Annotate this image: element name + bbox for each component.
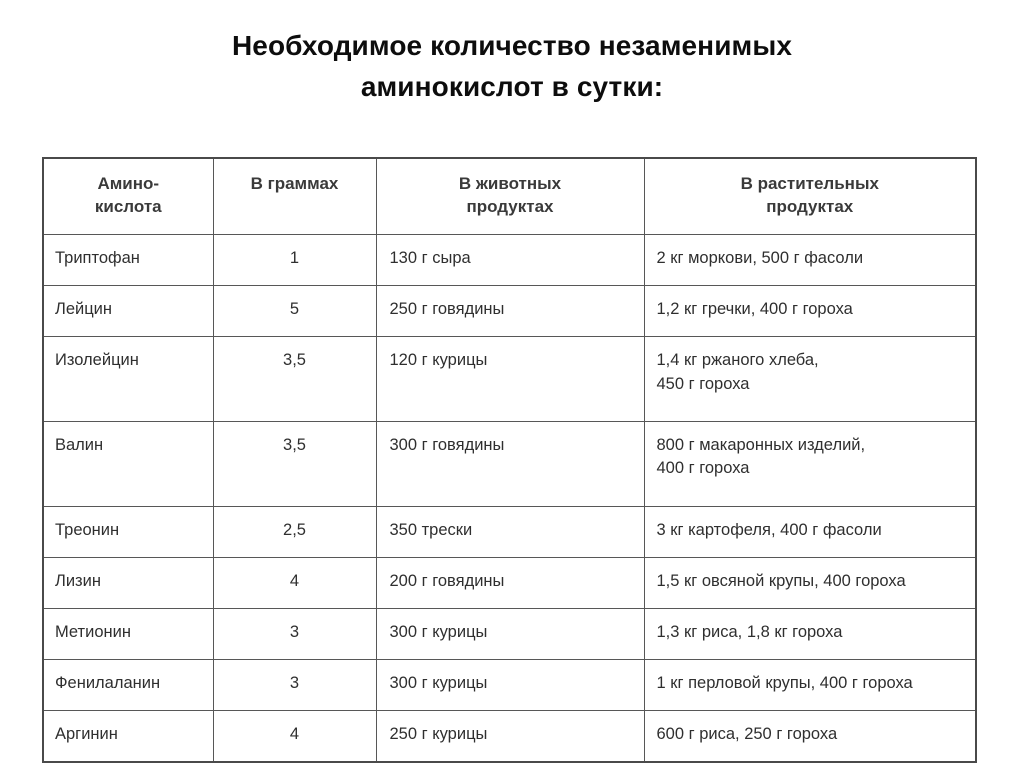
table-header xyxy=(43,158,976,235)
cell-animal-product: 300 г курицы xyxy=(376,608,644,659)
table-row xyxy=(43,608,976,659)
cell-plant-product-line-2: 400 г гороха xyxy=(656,459,750,478)
page-title-line-1: Необходимое количество незаменимых xyxy=(231,30,793,61)
page-title-line-2: аминокислот в сутки: xyxy=(360,70,664,102)
cell-plant-product xyxy=(644,557,976,608)
cell-plant-product-line-1: 1,5 кг овсяной крупы, 400 гороха xyxy=(656,571,906,590)
column-header-grams-line-1: В граммах xyxy=(250,174,339,193)
column-header-animal-products xyxy=(376,158,644,235)
cell-plant-product xyxy=(644,659,976,710)
cell-plant-product xyxy=(644,506,976,557)
cell-animal-product: 350 трески xyxy=(376,506,644,557)
cell-plant-product-line-2: 450 г гороха xyxy=(656,374,750,393)
cell-animal-product: 200 г говядины xyxy=(376,557,644,608)
cell-grams: 3 xyxy=(213,659,376,710)
cell-grams: 3 xyxy=(213,608,376,659)
column-header-plant-products-line-2: продуктах xyxy=(766,196,854,216)
cell-grams: 4 xyxy=(213,557,376,608)
cell-amino-acid: Треонин xyxy=(43,506,213,557)
table-row xyxy=(43,659,976,710)
cell-animal-product: 300 г курицы xyxy=(376,659,644,710)
cell-plant-product-line-1: 800 г макаронных изделий, xyxy=(656,436,866,455)
column-header-plant-products xyxy=(644,158,976,235)
column-header-amino-acid-line-1: Амино- xyxy=(97,174,160,193)
cell-plant-product xyxy=(644,286,976,337)
cell-amino-acid: Изолейцин xyxy=(43,337,213,422)
table-row xyxy=(43,337,976,422)
cell-animal-product: 130 г сыра xyxy=(376,235,644,286)
cell-amino-acid: Триптофан xyxy=(43,235,213,286)
cell-animal-product: 300 г говядины xyxy=(376,422,644,507)
cell-plant-product-line-1: 1,2 кг гречки, 400 г гороха xyxy=(656,300,853,319)
cell-plant-product-line-1: 3 кг картофеля, 400 г фасоли xyxy=(656,520,882,539)
table-body xyxy=(43,235,976,762)
cell-plant-product xyxy=(644,235,976,286)
amino-acid-table xyxy=(42,157,977,763)
cell-plant-product-line-1: 1,3 кг риса, 1,8 кг гороха xyxy=(656,622,843,641)
cell-grams: 4 xyxy=(213,710,376,762)
cell-plant-product-line-1: 1,4 кг ржаного хлеба, xyxy=(656,351,819,370)
cell-amino-acid: Валин xyxy=(43,422,213,507)
cell-animal-product: 250 г говядины xyxy=(376,286,644,337)
table-row xyxy=(43,422,976,507)
cell-amino-acid: Метионин xyxy=(43,608,213,659)
column-header-plant-products-line-1: В растительных xyxy=(740,174,879,193)
cell-plant-product-line-1: 1 кг перловой крупы, 400 г гороха xyxy=(656,673,913,692)
table-header-row xyxy=(43,158,976,235)
cell-animal-product: 120 г курицы xyxy=(376,337,644,422)
cell-grams: 2,5 xyxy=(213,506,376,557)
cell-plant-product-line-1: 2 кг моркови, 500 г фасоли xyxy=(656,249,864,268)
cell-amino-acid: Лейцин xyxy=(43,286,213,337)
cell-grams: 5 xyxy=(213,286,376,337)
column-header-grams xyxy=(213,158,376,235)
amino-acid-table-container xyxy=(42,157,975,763)
column-header-amino-acid xyxy=(43,158,213,235)
cell-plant-product xyxy=(644,608,976,659)
table-row xyxy=(43,286,976,337)
cell-grams: 3,5 xyxy=(213,337,376,422)
cell-grams: 1 xyxy=(213,235,376,286)
table-row xyxy=(43,506,976,557)
column-header-animal-products-line-1: В животных xyxy=(458,174,562,193)
table-row xyxy=(43,710,976,762)
cell-amino-acid: Лизин xyxy=(43,557,213,608)
column-header-amino-acid-line-2: кислота xyxy=(94,196,162,216)
cell-plant-product xyxy=(644,422,976,507)
cell-animal-product: 250 г курицы xyxy=(376,710,644,762)
cell-plant-product xyxy=(644,710,976,762)
cell-amino-acid: Аргинин xyxy=(43,710,213,762)
page-title xyxy=(0,26,1024,107)
table-row xyxy=(43,235,976,286)
cell-grams: 3,5 xyxy=(213,422,376,507)
column-header-animal-products-line-2: продуктах xyxy=(466,196,554,216)
table-row xyxy=(43,557,976,608)
cell-plant-product xyxy=(644,337,976,422)
cell-amino-acid: Фенилаланин xyxy=(43,659,213,710)
cell-plant-product-line-1: 600 г риса, 250 г гороха xyxy=(656,724,838,743)
